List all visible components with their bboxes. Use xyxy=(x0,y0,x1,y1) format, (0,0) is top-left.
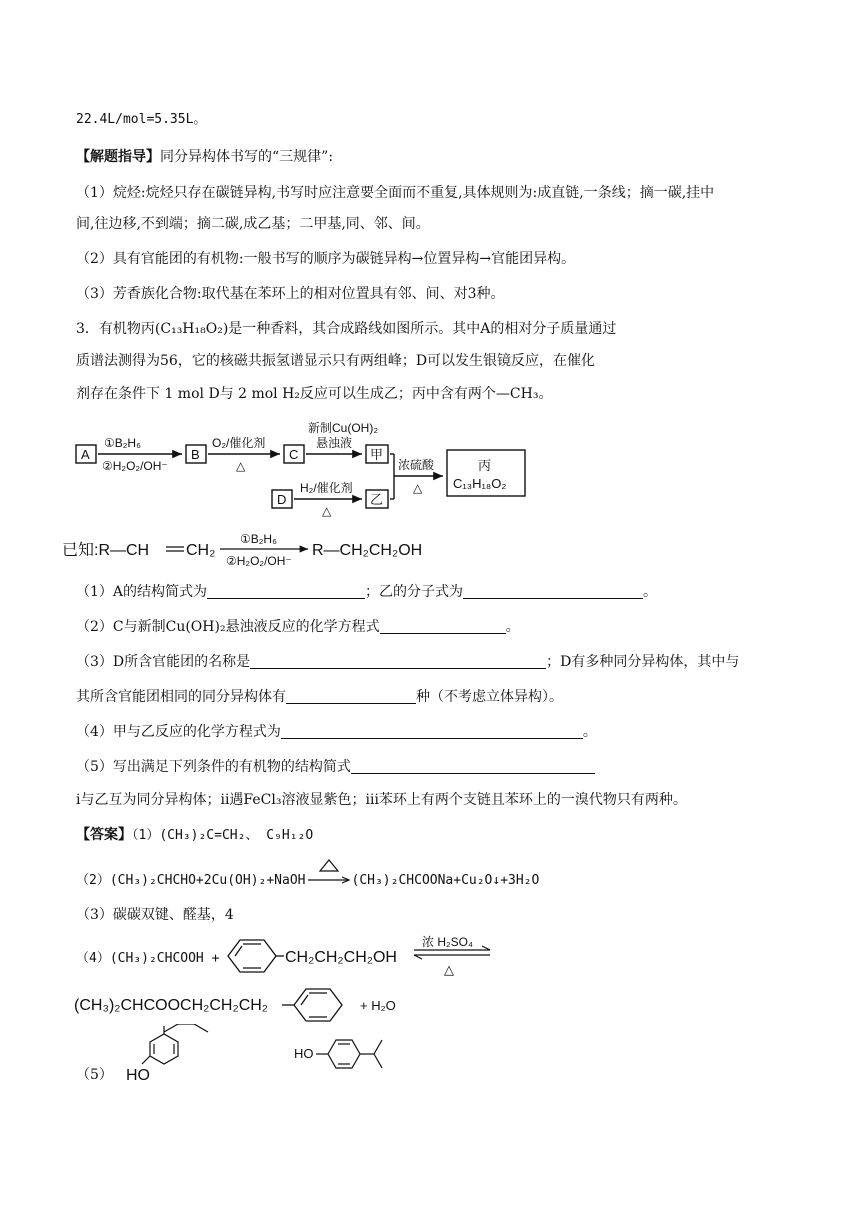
label-bing-formula: C₁₃H₁₈O₂ xyxy=(453,476,507,491)
cond-heat: △ xyxy=(236,459,246,473)
question-3-cont xyxy=(76,688,563,706)
answer-blank[interactable] xyxy=(380,619,506,634)
label-d: D xyxy=(277,492,287,507)
tip-text: 同分异构体书写的“三规律”: xyxy=(160,149,334,165)
question-1-text: （1）A的结构简式为 xyxy=(76,584,208,600)
label-a: A xyxy=(81,447,90,462)
cond-suspension: 悬浊液 xyxy=(316,436,353,450)
answer-blank[interactable] xyxy=(463,584,643,599)
question-5 xyxy=(76,758,595,776)
question-5-text: （5）写出满足下列条件的有机物的结构简式 xyxy=(76,759,351,775)
answer-blank[interactable] xyxy=(351,759,595,774)
cond-o2: O₂/催化剂 xyxy=(212,436,266,450)
cond-h2so4: 浓硫酸 xyxy=(398,458,435,472)
answer-blank[interactable] xyxy=(286,689,416,704)
tip-heading xyxy=(76,148,333,166)
label-bing: 丙 xyxy=(478,458,492,473)
cond-cuoh2: 新制Cu(OH)₂ xyxy=(308,421,378,435)
answer-blank[interactable] xyxy=(281,724,583,739)
label-yi: 乙 xyxy=(370,492,384,507)
cond-h2: H₂/催化剂 xyxy=(300,481,353,495)
question-1-text: 。 xyxy=(643,584,658,600)
hydroxy-label: HO xyxy=(294,1046,314,1061)
known-reaction-svg xyxy=(62,529,442,571)
answer-5-label: （5） xyxy=(76,1067,113,1083)
chain-text: CH₂CH₂CH₂OH xyxy=(285,949,397,966)
question-1-text: ；乙的分子式为 xyxy=(365,584,464,600)
answer-1 xyxy=(76,826,313,845)
propylphenol-svg xyxy=(124,1024,214,1086)
tip-label: 【解题指导】 xyxy=(76,149,160,165)
question-1 xyxy=(76,583,657,601)
label-b: B xyxy=(191,447,200,462)
answer-2 xyxy=(76,872,539,890)
question-4 xyxy=(76,723,597,741)
reaction-scheme-svg xyxy=(72,416,532,528)
cond-heat: △ xyxy=(444,962,454,977)
ester-svg xyxy=(74,978,414,1030)
text-line: （2）具有官能团的有机物:一般书写的顺序为碳链异构→位置异构→官能团异构。 xyxy=(76,251,576,267)
question-2 xyxy=(76,618,520,636)
answer-1-text: （1）(CH₃)₂C=CH₂、 C₉H₁₂O xyxy=(132,828,314,843)
cond-b2h6: ①B₂H₆ xyxy=(104,436,141,450)
answer-4-lhs: （4）(CH₃)₂CHCOOH + xyxy=(76,951,220,966)
cond-conc-h2so4: 浓 H₂SO₄ xyxy=(422,935,473,949)
question-2-text: （2）C与新制Cu(OH)₂悬浊液反应的化学方程式 xyxy=(76,619,380,635)
heat-arrow-svg xyxy=(306,858,352,888)
reaction-scheme xyxy=(72,416,532,532)
text-line: （1）烷烃:烷烃只存在碳链异构,书写时应注意要全面而不重复,具体规则为:成直链,一条线；摘一碳,挂中 xyxy=(76,185,715,201)
label-jia: 甲 xyxy=(370,447,384,462)
known-product: R—CH₂CH₂OH xyxy=(312,542,423,559)
question-2-text: 。 xyxy=(505,619,520,635)
known-ch2: CH₂ xyxy=(186,542,216,559)
question-stem: 质谱法测得为56，它的核磁共振氢谱显示只有两组峰；D可以发生银镜反应，在催化 xyxy=(76,353,596,369)
question-5-conditions: ⅰ与乙互为同分异构体；ⅱ遇FeCl₃溶液显紫色；ⅲ苯环上有两个支链且苯环上的一溴代物只有两种。 xyxy=(76,792,687,808)
label-c: C xyxy=(289,447,299,462)
question-stem: 剂存在条件下 1 mol D与 2 mol H₂反应可以生成乙；丙中含有两个—CH₃。 xyxy=(76,386,553,402)
isopropylphenol-svg xyxy=(294,1030,414,1076)
answer-label: 【答案】 xyxy=(76,827,132,843)
question-3-text: ；D有多种同分异构体，其中与 xyxy=(546,654,740,670)
cond-heat: △ xyxy=(413,481,423,495)
ester-text: (CH₃)₂CHCOOCH₂CH₂CH₂ xyxy=(74,997,269,1014)
cond-heat: △ xyxy=(322,504,332,518)
water-text: + H₂O xyxy=(360,998,396,1013)
known-cond-top: ①B₂H₆ xyxy=(240,532,277,546)
heat-arrow xyxy=(306,872,352,890)
answer-2-rhs: (CH₃)₂CHCOONa+Cu₂O↓+3H₂O xyxy=(351,873,540,888)
question-3-text: 其所含官能团相同的同分异构体有 xyxy=(76,689,286,705)
answer-blank[interactable] xyxy=(207,584,365,599)
text-line: 22.4L/mol=5.35L。 xyxy=(76,112,207,127)
question-4-text: 。 xyxy=(582,724,597,740)
answer-blank[interactable] xyxy=(250,654,546,669)
answer-3: （3）碳碳双键、醛基，4 xyxy=(76,907,234,923)
question-4-text: （4）甲与乙反应的化学方程式为 xyxy=(76,724,281,740)
known-reaction xyxy=(62,529,442,575)
question-3 xyxy=(76,653,739,671)
hydroxy-label: HO xyxy=(126,1067,150,1084)
question-3-text: （3）D所含官能团的名称是 xyxy=(76,654,251,670)
known-cond-bottom: ②H₂O₂/OH⁻ xyxy=(226,554,292,568)
answer-5-structure-2 xyxy=(294,1030,414,1080)
cond-h2o2: ②H₂O₂/OH⁻ xyxy=(102,459,168,473)
question-3-text: 种（不考虑立体异构）。 xyxy=(416,689,563,705)
answer-5-structure-1 xyxy=(124,1024,214,1090)
known-label: 已知:R—CH xyxy=(62,542,150,559)
text-line: （3）芳香族化合物:取代基在苯环上的相对位置具有邻、间、对3种。 xyxy=(76,286,505,302)
text-line: 间,往边移,不到端；摘二碳,成乙基；二甲基,同、邻、间。 xyxy=(76,216,430,232)
question-stem: 3．有机物丙(C₁₃H₁₈O₂)是一种香料，其合成路线如图所示。其中A的相对分子质量通过 xyxy=(76,321,617,337)
answer-2-lhs: （2）(CH₃)₂CHCHO+2Cu(OH)₂+NaOH xyxy=(76,873,306,888)
